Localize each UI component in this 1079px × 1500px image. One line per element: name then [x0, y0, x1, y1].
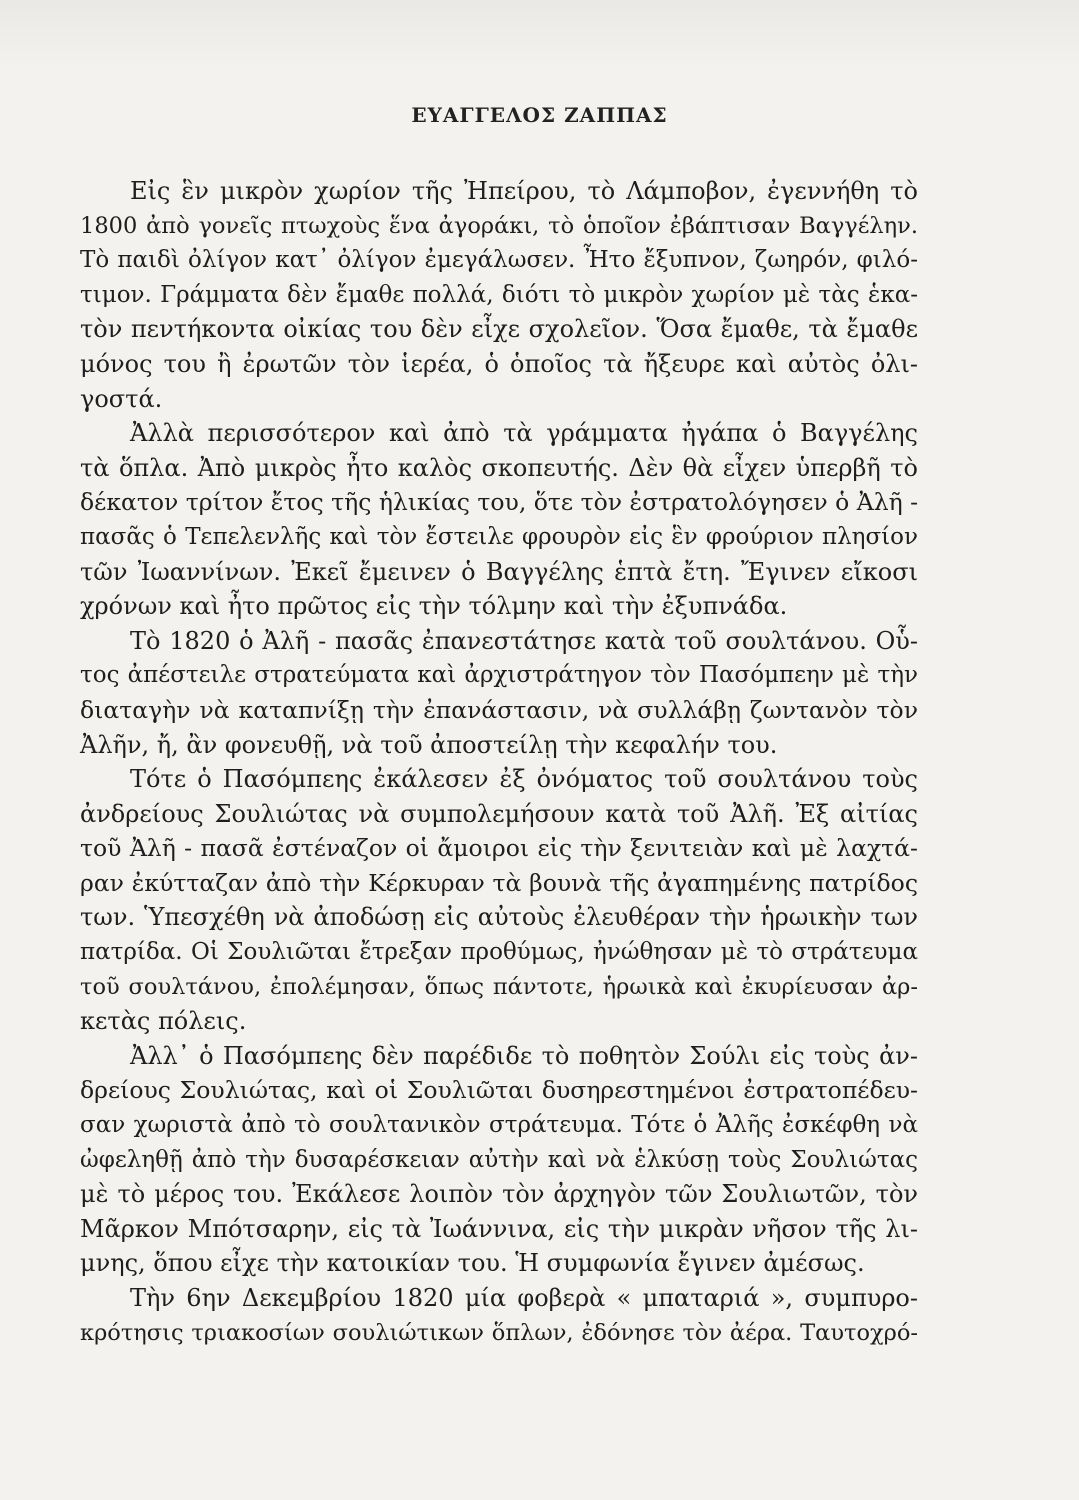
- text-line: ἀνδρείους Σουλιώτας νὰ συμπολεμήσουν κατὰ τοῦ Ἀλῆ. Ἐξ αἰτίας: [80, 799, 918, 828]
- text-line: σαν χωριστὰ ἀπὸ τὸ σουλτανικὸν στράτευμα. Τότε ὁ Ἀλῆς ἐσκέφθη νὰ: [80, 1112, 918, 1139]
- text-line: δρείους Σουλιώτας, καὶ οἱ Σουλιῶται δυσηρεστημένοι ἐστρατοπέδευ-: [80, 1076, 918, 1105]
- body-text: [80, 174, 918, 1350]
- text-line: τος ἀπέστειλε στρατεύματα καὶ ἀρχιστράτηγον τὸν Πασόμπεην μὲ τὴν: [80, 662, 918, 689]
- page-shading: [0, 0, 1079, 70]
- text-line: τοῦ Ἀλῆ - πασᾶ ἐστέναζον οἱ ἄμοιροι εἰς τὴν ξενιτειὰν καὶ μὲ λαχτά-: [80, 834, 918, 863]
- text-line: χρόνων καὶ ἦτο πρῶτος εἰς τὴν τόλμην καὶ τὴν ἐξυπνάδα.: [80, 592, 788, 621]
- text-line: Τὸ παιδὶ ὀλίγον κατ᾽ ὀλίγον ἐμεγάλωσεν. Ἦτο ἔξυπνον, ζωηρόν, φιλό-: [80, 247, 918, 274]
- text-line: Τὴν 6ην Δεκεμβρίου 1820 μία φοβερὰ « μπαταριά », συμπυρο-: [130, 1284, 918, 1312]
- text-line: γοστά.: [80, 384, 163, 413]
- text-line: τῶν Ἰωαννίνων. Ἐκεῖ ἔμεινεν ὁ Βαγγέλης ἑπτὰ ἔτη. Ἔγινεν εἴκοσι: [80, 557, 918, 586]
- text-line: Ἀλῆν, ἤ, ἂν φονευθῇ, νὰ τοῦ ἀποστείλῃ τὴν κεφαλήν του.: [80, 730, 778, 759]
- text-line: ὠφεληθῇ ἀπὸ τὴν δυσαρέσκειαν αὐτὴν καὶ νὰ ἑλκύσῃ τοὺς Σουλιώτας: [80, 1146, 918, 1173]
- text-line: 1800 ἀπὸ γονεῖς πτωχοὺς ἕνα ἀγοράκι, τὸ ὁποῖον ἐβάπτισαν Βαγγέλην.: [80, 212, 918, 239]
- text-line: τιμον. Γράμματα δὲν ἔμαθε πολλά, διότι τὸ μικρὸν χωρίον μὲ τὰς ἑκα-: [80, 281, 918, 308]
- chapter-title: ΕΥΑΓΓΕΛΟΣ ΖΑΠΠΑΣ: [411, 103, 668, 127]
- text-line: δέκατον τρίτον ἔτος τῆς ἡλικίας του, ὅτε τὸν ἐστρατολόγησεν ὁ Ἀλῆ -: [80, 488, 919, 517]
- text-line: Τὸ 1820 ὁ Ἀλῆ - πασᾶς ἐπανεστάτησε κατὰ τοῦ σουλτάνου. Οὗ-: [130, 626, 918, 655]
- text-line: μνης, ὅπου εἶχε τὴν κατοικίαν του. Ἡ συμφωνία ἔγινεν ἀμέσως.: [80, 1249, 865, 1278]
- text-line: τὸν πεντήκοντα οἰκίας του δὲν εἶχε σχολεῖον. Ὅσα ἔμαθε, τὰ ἔμαθε: [80, 315, 918, 344]
- text-line: τὰ ὅπλα. Ἀπὸ μικρὸς ἦτο καλὸς σκοπευτής. Δὲν θὰ εἶχεν ὑπερβῆ τὸ: [80, 453, 918, 482]
- text-line: πατρίδα. Οἱ Σουλιῶται ἔτρεξαν προθύμως, ἠνώθησαν μὲ τὸ στράτευμα: [80, 939, 918, 966]
- text-line: Εἰς ἓν μικρὸν χωρίον τῆς Ἠπείρου, τὸ Λάμποβον, ἐγεννήθη τὸ: [130, 177, 918, 205]
- text-line: Μᾶρκον Μπότσαρην, εἰς τὰ Ἰωάννινα, εἰς τὴν μικρὰν νῆσον τῆς λι-: [80, 1214, 918, 1243]
- text-line: Ἀλλ᾽ ὁ Πασόμπεης δὲν παρέδιδε τὸ ποθητὸν Σούλι εἰς τοὺς ἀν-: [130, 1041, 918, 1070]
- text-line: μὲ τὸ μέρος του. Ἐκάλεσε λοιπὸν τὸν ἀρχηγὸν τῶν Σουλιωτῶν, τὸν: [80, 1180, 918, 1209]
- text-line: κρότησις τριακοσίων σουλιώτικων ὅπλων, ἐδόνησε τὸν ἀέρα. Ταυτοχρό-: [80, 1319, 918, 1346]
- text-line: τοῦ σουλτάνου, ἐπολέμησαν, ὅπως πάντοτε, ἡρωικὰ καὶ ἐκυρίευσαν ἀρ-: [80, 973, 918, 1000]
- text-line: κετὰς πόλεις.: [80, 1007, 247, 1036]
- text-line: Ἀλλὰ περισσότερον καὶ ἀπὸ τὰ γράμματα ἠγάπα ὁ Βαγγέλης: [130, 419, 918, 448]
- text-line: ραν ἐκύτταζαν ἀπὸ τὴν Κέρκυραν τὰ βουνὰ τῆς ἀγαπημένης πατρίδος: [80, 868, 918, 897]
- text-line: Τότε ὁ Πασόμπεης ἐκάλεσεν ἐξ ὀνόματος τοῦ σουλτάνου τοὺς: [130, 765, 918, 794]
- text-line: πασᾶς ὁ Τεπελενλῆς καὶ τὸν ἔστειλε φρουρὸν εἰς ἓν φρούριον πλησίον: [80, 523, 918, 550]
- text-line: μόνος του ἢ ἐρωτῶν τὸν ἱερέα, ὁ ὁποῖος τὰ ἤξευρε καὶ αὐτὸς ὀλι-: [80, 349, 918, 378]
- text-line: διαταγὴν νὰ καταπνίξῃ τὴν ἐπανάστασιν, νὰ συλλάβῃ ζωντανὸν τὸν: [80, 695, 918, 724]
- text-line: των. Ὑπεσχέθη νὰ ἀποδώσῃ εἰς αὐτοὺς ἐλευθέραν τὴν ἡρωικὴν των: [80, 903, 918, 932]
